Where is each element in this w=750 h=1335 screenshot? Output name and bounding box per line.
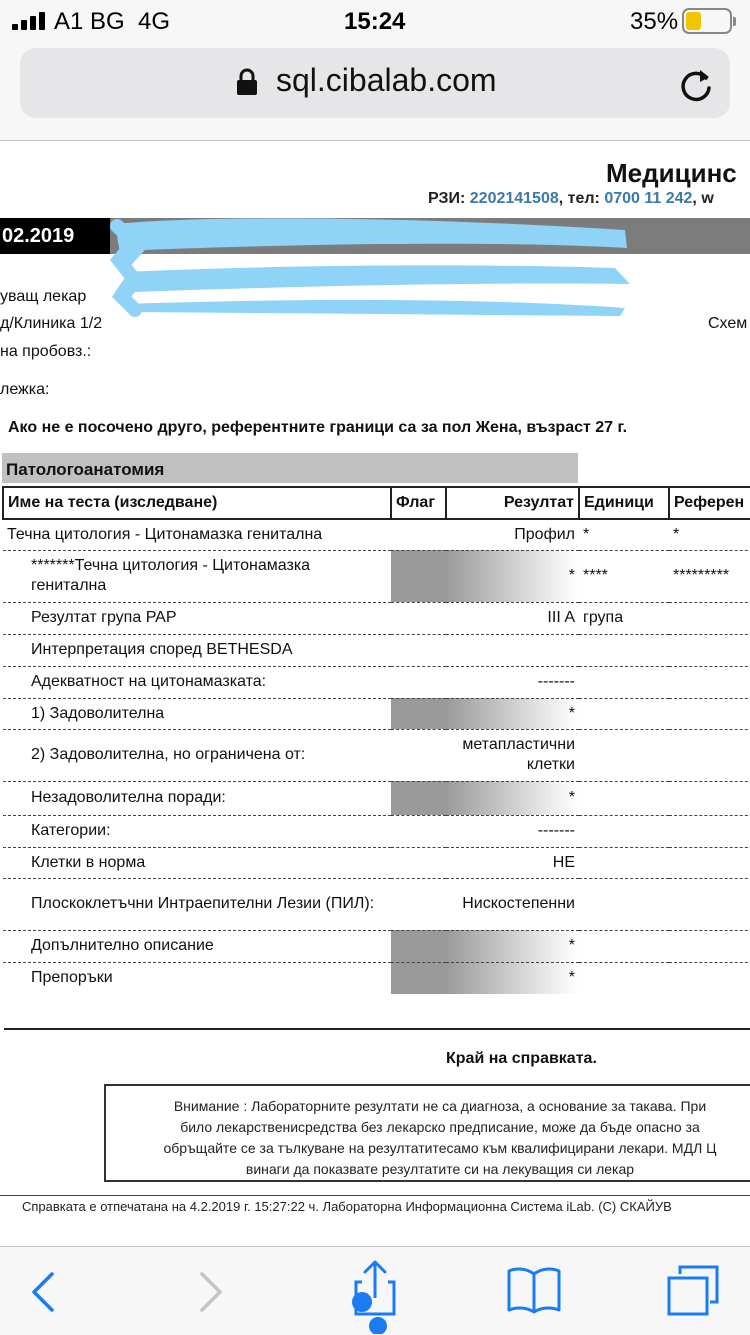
reload-icon[interactable] (678, 64, 714, 104)
lock-icon (236, 68, 258, 96)
units-value: група (579, 602, 669, 634)
test-name: Течна цитология - Цитонамазка генитална (3, 519, 391, 550)
lab-title: Медицинс (606, 158, 737, 188)
test-name: Плоскоклетъчни Интраепителни Лезии (ПИЛ): (3, 878, 391, 930)
units-value (579, 698, 669, 729)
forward-icon (196, 1270, 226, 1314)
url-text[interactable]: sql.cibalab.com (276, 62, 497, 98)
units-value (579, 930, 669, 962)
reference-value: ********* (669, 550, 750, 602)
table-row (3, 634, 750, 666)
units-value (579, 962, 669, 994)
table-row (3, 847, 750, 878)
header-test-name: Име на теста (изследване) (3, 487, 391, 519)
units-value (579, 634, 669, 666)
end-of-report: Край на справката. (446, 1050, 597, 1067)
units-value (579, 781, 669, 815)
test-name: *******Течна цитология - Цитонамазка генитална (3, 550, 391, 602)
scheme-label: Схем (708, 315, 748, 332)
exam-label: лежка: (0, 381, 50, 398)
test-name: Допълнително описание (3, 930, 391, 962)
result-value: III A (446, 602, 579, 634)
result-value: * (446, 698, 579, 729)
phone-number[interactable]: 0700 11 242 (604, 190, 693, 207)
battery-percent: 35% (630, 8, 679, 35)
units-value: * (579, 519, 669, 550)
result-value: НЕ (446, 847, 579, 878)
test-name: 2) Задоволителна, но ограничена от: (3, 729, 391, 781)
report-date: 02.2019 (2, 225, 75, 247)
result-value: Нискостепенни (446, 878, 579, 930)
clock: 15:24 (344, 8, 406, 35)
reference-value (669, 602, 750, 634)
bookmarks-icon[interactable] (506, 1266, 562, 1316)
table-row (3, 962, 750, 994)
referring-doctor-label: уващ лекар (0, 288, 87, 305)
sample-date-label: на пробовз.: (0, 343, 92, 360)
result-value: * (446, 962, 579, 994)
share-icon[interactable] (348, 1258, 402, 1334)
flag-cell (391, 781, 446, 815)
phone-label: , тел: (558, 190, 600, 207)
table-row (3, 729, 750, 781)
tabs-icon[interactable] (666, 1264, 720, 1316)
results-table (2, 486, 750, 994)
reference-value (669, 815, 750, 847)
flag-cell (391, 878, 446, 930)
test-name: Резултат група PAP (3, 602, 391, 634)
reference-value (669, 962, 750, 994)
result-value: * (446, 781, 579, 815)
table-row (3, 602, 750, 634)
table-row (3, 878, 750, 930)
test-name: Категории: (3, 815, 391, 847)
flag-cell (391, 666, 446, 698)
reference-value (669, 729, 750, 781)
header-result: Резултат (446, 487, 579, 519)
result-value: * (446, 550, 579, 602)
flag-cell (391, 550, 446, 602)
table-row (3, 519, 750, 550)
network-type: 4G (138, 8, 171, 35)
back-icon[interactable] (28, 1270, 58, 1314)
reference-value (669, 666, 750, 698)
result-value: метапластични клетки (446, 729, 579, 781)
test-name: Препоръки (31, 969, 113, 987)
header-reference: Референ (669, 487, 750, 519)
flag-cell (391, 962, 446, 994)
test-name: Интерпретация според BETHESDA (3, 634, 391, 666)
units-value (579, 847, 669, 878)
carrier-name: A1 BG (54, 8, 125, 35)
flag-cell (391, 698, 446, 729)
test-name: Клетки в норма (3, 847, 391, 878)
test-name: Адекватност на цитонамазката: (3, 666, 391, 698)
reference-note: Ако не е посочено друго, референтните граници са за пол Жена, възраст 27 г. (8, 419, 628, 436)
reference-value (669, 847, 750, 878)
rzi-line (428, 190, 714, 208)
reference-value (669, 930, 750, 962)
flag-cell (391, 815, 446, 847)
table-row (3, 698, 750, 729)
flag-cell (391, 930, 446, 962)
flag-cell (391, 847, 446, 878)
notice-text: Внимание : Лабораторните резултати не са диагноза, а основание за такава. При било лекарственисредства без лекарско предписание, може да бъде опасно за обръщайте се за тълкуване на резултатитесамо към квалифицирани лекари. МДЛ Ц винаги да показвате резултатите си на лекуващия си лекар (163, 1098, 717, 1177)
units-value (579, 815, 669, 847)
divider (4, 1028, 750, 1030)
reference-value (669, 878, 750, 930)
rzi-label: РЗИ: (428, 190, 466, 207)
print-footer: Справката е отпечатана на 4.2.2019 г. 15:27:22 ч. Лабораторна Информационна Система iLab. (C) СКАЙУВ (22, 1199, 672, 1214)
units-value (579, 729, 669, 781)
reference-value (669, 634, 750, 666)
header-units: Единици (579, 487, 669, 519)
signal-strength-icon (12, 12, 48, 30)
table-row (3, 781, 750, 815)
test-name: Незадоволителна поради: (3, 781, 391, 815)
header-flag: Флаг (391, 487, 446, 519)
result-value: * (446, 930, 579, 962)
clinic-label: д/Клиника 1/2 (0, 315, 103, 332)
reference-value (669, 781, 750, 815)
table-row (3, 550, 750, 602)
units-value: **** (579, 550, 669, 602)
section-title: Патологоанатомия (6, 460, 165, 479)
redaction-scribble (105, 212, 645, 320)
flag-cell (391, 602, 446, 634)
units-value (579, 878, 669, 930)
divider (0, 1195, 750, 1196)
rzi-number[interactable]: 2202141508 (469, 190, 559, 207)
flag-cell (391, 519, 446, 550)
result-value: ------- (446, 815, 579, 847)
result-value (446, 634, 579, 666)
table-row (3, 666, 750, 698)
test-name: 1) Задоволителна (3, 698, 391, 729)
units-value (579, 666, 669, 698)
table-row (3, 815, 750, 847)
result-value: ------- (446, 666, 579, 698)
reference-value (669, 698, 750, 729)
flag-cell (391, 634, 446, 666)
reference-value: * (669, 519, 750, 550)
flag-cell (391, 729, 446, 781)
battery-icon (682, 8, 732, 34)
result-value: Профил (446, 519, 579, 550)
phone-suffix: , w (692, 190, 714, 207)
table-row (3, 930, 750, 962)
